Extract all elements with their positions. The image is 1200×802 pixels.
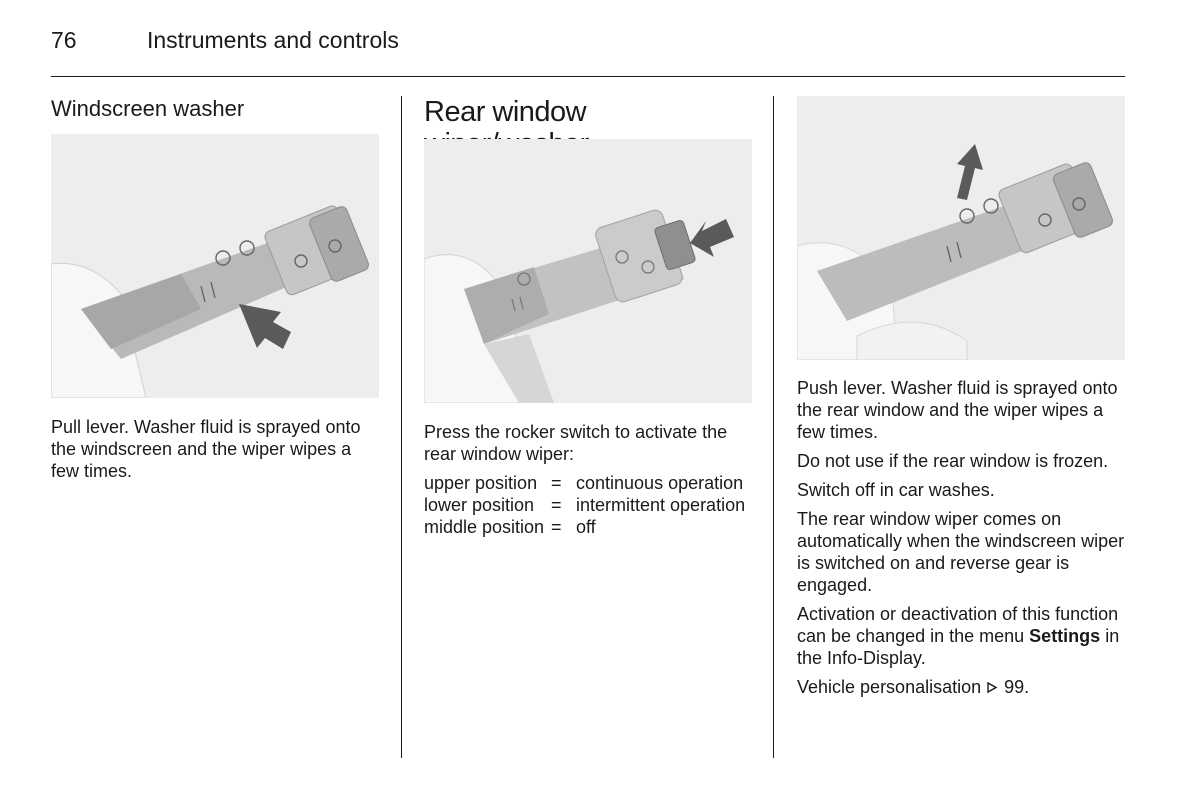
paragraph-text: Activation or deactivation of this function can be changed in the menu [797,604,1119,646]
position-description: intermittent operation [576,495,746,515]
table-row [424,472,745,494]
page-reference[interactable]: 99. [1004,677,1030,697]
paragraph: Push lever. Washer fluid is sprayed onto the rear window and the wiper wipes a few times. [797,378,1118,442]
rocker-switch-illustration [424,139,752,403]
section-heading-rear-wiper: Rear window [424,96,587,128]
rear-washer-text [797,377,1127,705]
wiper-lever-push-illustration [797,96,1125,360]
windscreen-washer-illustration [51,134,379,398]
paragraph-text: in the Info-Display. [797,626,1120,668]
wiper-lever-pull-illustration [51,134,379,398]
column-divider [401,96,402,758]
position-term: lower position [424,495,535,515]
paragraph: Press the rocker switch to activate the rear window wiper: [424,422,728,464]
page-header [51,26,1125,77]
rear-wiper-text [424,421,754,538]
rear-washer-illustration [797,96,1125,360]
paragraph: Switch off in car washes. [797,480,995,500]
section-heading-windscreen-washer: Windscreen washer [51,96,245,121]
paragraph [797,676,1127,698]
rear-wiper-illustration [424,139,752,403]
position-description: off [576,517,596,537]
equals-sign: = [551,495,562,515]
position-term: upper position [424,473,538,493]
settings-menu-name: Settings [1029,626,1101,646]
paragraph [797,603,1127,669]
column-divider [773,96,774,758]
column-rear-wiper [424,96,752,537]
position-table [424,472,745,538]
paragraph-text: Vehicle personalisation [797,677,987,697]
position-term: middle position [424,517,545,537]
paragraph: The rear window wiper comes on automatically when the windscreen wiper is switched on and reverse gear is engaged. [797,509,1125,595]
paragraph: Pull lever. Washer fluid is sprayed onto the windscreen and the wiper wipes a few times. [51,417,361,481]
reference-arrow-icon [986,677,999,697]
table-row [424,516,745,538]
chapter-title: Instruments and controls [147,27,399,53]
paragraph: Do not use if the rear window is frozen. [797,451,1109,471]
windscreen-washer-text [51,416,381,489]
equals-sign: = [551,473,562,493]
equals-sign: = [551,517,562,537]
column-windscreen-washer [51,96,379,481]
position-description: continuous operation [576,473,744,493]
page-number: 76 [51,27,77,53]
table-row [424,494,745,516]
